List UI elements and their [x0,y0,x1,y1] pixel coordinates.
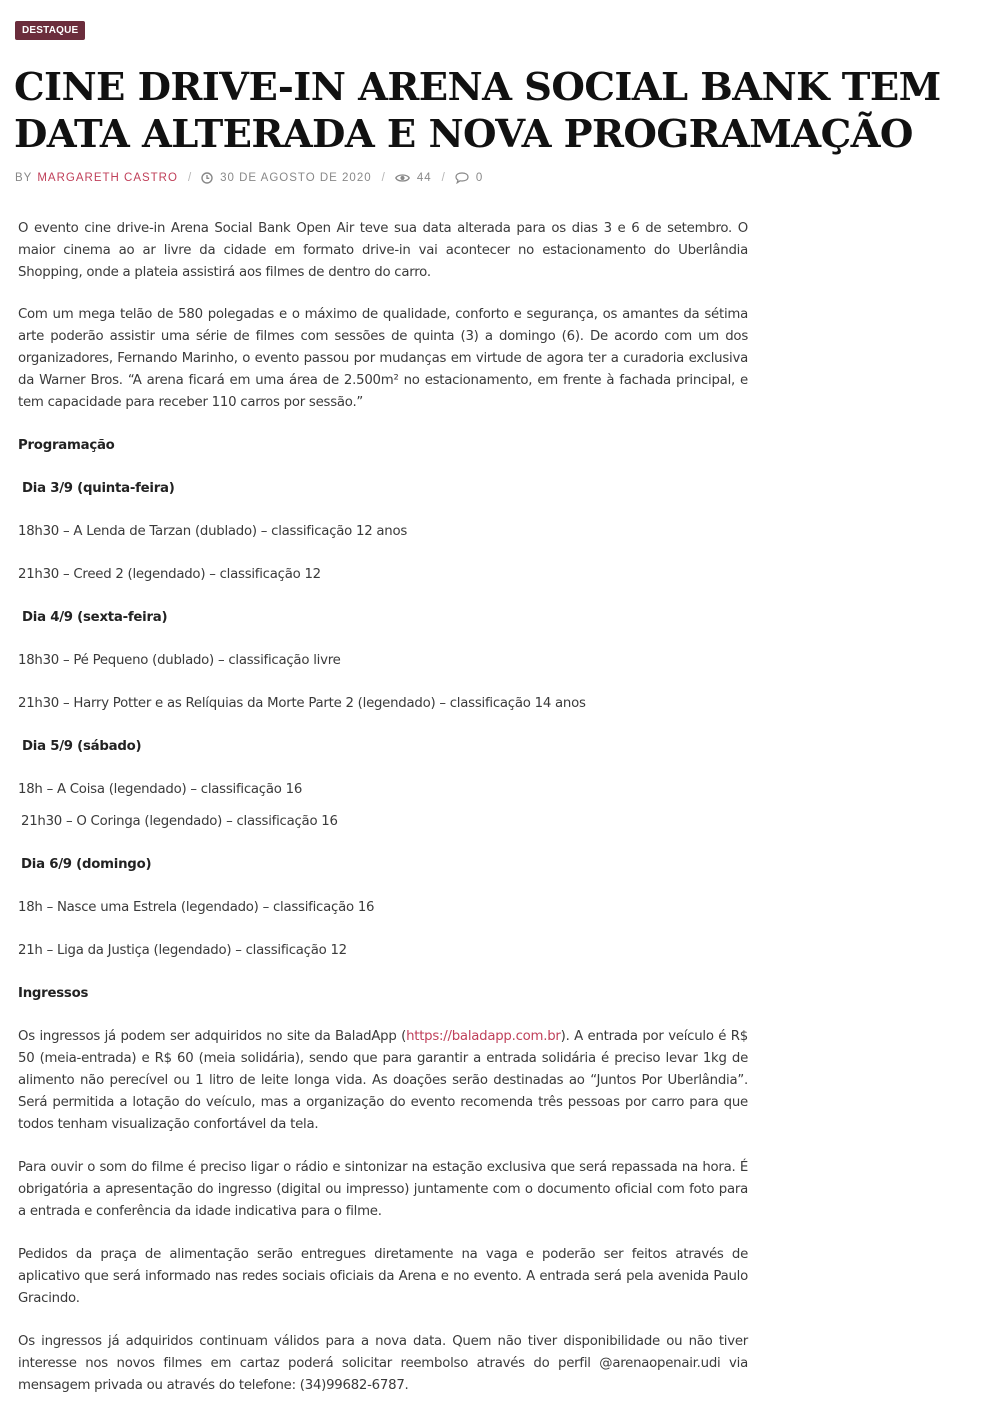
section-heading-programacao: Programação [18,438,115,453]
view-count: 44 [416,172,432,184]
paragraph-ingressos: Os ingressos já adquiridos continuam válidos para a nova data. Quem não tiver disponibilidade ou não tiver interesse nos novos filmes em cartaz poderá solicitar reembolso através do perfil @arenaopenair.udi via mensagem privada ou através do telefone: (34)99682-6787. [18,1334,748,1393]
comment-icon[interactable] [455,172,469,184]
comment-count[interactable]: 0 [475,172,484,184]
session-item: 21h30 – O Coringa (legendado) – classificação 16 [21,814,338,829]
meta-separator: / [441,172,445,184]
meta-separator: / [381,172,385,184]
day-heading: Dia 3/9 (quinta-feira) [22,481,175,496]
category-badge[interactable]: DESTAQUE [15,21,85,40]
author-link[interactable]: MARGARETH CASTRO [37,172,178,184]
paragraph-intro: O evento cine drive-in Arena Social Bank Open Air teve sua data alterada para os dias 3 e 6 de setembro. O maior cinema ao ar livre da cidade em formato drive-in vai acontecer no estacionamento do Uberlândia Shopping, onde a plateia assistirá aos filmes de dentro do carro. [18,221,748,280]
article-meta [15,171,483,185]
baladapp-link[interactable]: https://baladapp.com.br [406,1029,561,1044]
paragraph-ingressos: Pedidos da praça de alimentação serão entregues diretamente na vaga e poderão ser feitos através de aplicativo que será informado nas redes sociais oficiais da Arena e no evento. A entrada será pela avenida Paulo Gracindo. [18,1247,748,1306]
paragraph-intro: Com um mega telão de 580 polegadas e o máximo de qualidade, conforto e segurança, os amantes da sétima arte poderão assistir uma série de filmes com sessões de quinta (3) a domingo (6). De acordo com um dos organizadores, Fernando Marinho, o evento passou por mudanças em virtude de agora ter a curadoria exclusiva da Warner Bros. “A arena ficará em uma área de 2.500m² no estacionamento, em frente à fachada principal, e tem capacidade para receber 110 carros por sessão.” [18,307,748,410]
paragraph-ingressos [18,1026,748,1136]
day-heading: Dia 6/9 (domingo) [21,857,152,872]
article-title: CINE DRIVE-IN ARENA SOCIAL BANK TEM DATA ALTERADA E NOVA PROGRAMAÇÃO [14,65,941,157]
day-heading: Dia 4/9 (sexta-feira) [22,610,168,625]
section-heading-ingressos: Ingressos [18,986,89,1001]
paragraph-ingressos: Para ouvir o som do filme é preciso ligar o rádio e sintonizar na estação exclusiva que será repassada na hora. É obrigatória a apresentação do ingresso (digital ou impresso) juntamente com o documento oficial com foto para a entrada e conferência da idade indicativa para o filme. [18,1160,748,1219]
session-item: 21h30 – Creed 2 (legendado) – classificação 12 [18,567,321,582]
clock-icon [201,172,213,184]
session-item: 18h – A Coisa (legendado) – classificação 16 [18,782,303,797]
paragraph-text: Os ingressos já podem ser adquiridos no site da BaladApp ( [18,1029,407,1044]
session-item: 18h – Nasce uma Estrela (legendado) – classificação 16 [18,900,375,915]
session-item: 21h30 – Harry Potter e as Relíquias da Morte Parte 2 (legendado) – classificação 14 anos [18,696,586,711]
session-item: 21h – Liga da Justiça (legendado) – classificação 12 [18,943,347,958]
eye-icon [395,173,410,183]
meta-separator: / [187,172,192,184]
by-label: BY [15,172,33,184]
day-heading: Dia 5/9 (sábado) [22,739,142,754]
session-item: 18h30 – A Lenda de Tarzan (dublado) – classificação 12 anos [18,524,408,539]
paragraph-text: ). A entrada por veículo é R$ 50 (meia-entrada) e R$ 60 (meia solidária), sendo que para garantir a entrada solidária é preciso levar 1kg de alimento não perecível ou 1 litro de leite longa vida. As doações serão destinadas ao “Juntos Por Uberlândia”. Será permitida a lotação do veículo, mas a organização do evento recomenda três pessoas por carro para que todos tenham visualização confortável da tela. [18,1029,748,1132]
session-item: 18h30 – Pé Pequeno (dublado) – classificação livre [18,653,341,668]
article-date: 30 DE AGOSTO DE 2020 [220,172,372,184]
